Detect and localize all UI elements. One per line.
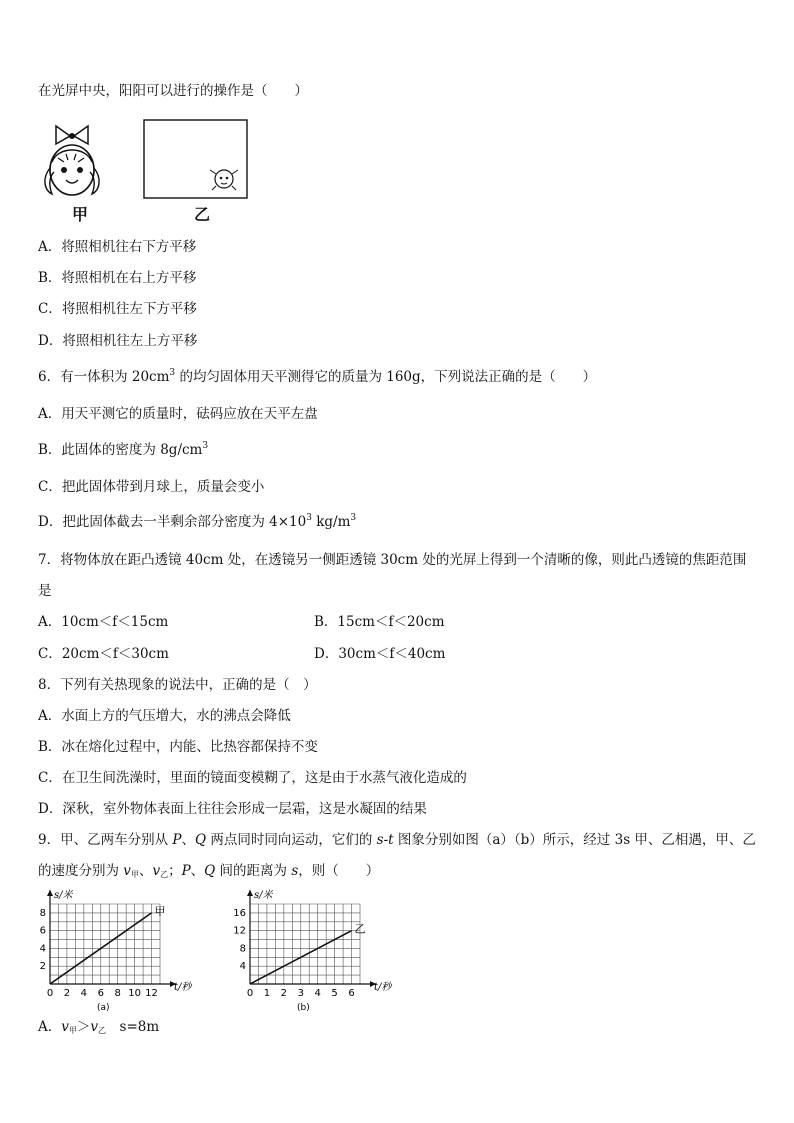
x-axis-label: t/秒	[174, 982, 192, 993]
q6-option-d	[38, 513, 356, 531]
q6-option-b-text: B．此固体的密度为 8g/cm	[38, 442, 203, 458]
y-tick-label: 2	[39, 961, 46, 973]
x-tick-label: 8	[114, 988, 121, 999]
q6-stem-sup: 3	[169, 368, 176, 378]
y-tick-label: 8	[239, 943, 246, 955]
y-axis-label: s/米	[254, 890, 273, 901]
y-tick-label: 4	[239, 961, 246, 973]
chart-caption: (a)	[97, 1003, 110, 1013]
series-label: 甲	[154, 904, 166, 918]
q8-stem: 8．下列有关热现象的说法中，正确的是（ ）	[38, 677, 317, 693]
q9-var: v	[123, 863, 131, 879]
figure-label-yi: 乙	[194, 205, 211, 224]
q9-option-text: s=8m	[106, 1019, 160, 1035]
q6-option-c: C．把此固体带到月球上，质量会变小	[38, 479, 265, 495]
q7-option-a: A．10cm＜f＜15cm	[38, 614, 169, 630]
q6-option-a: A．用天平测它的质量时，砝码应放在天平左盘	[38, 406, 318, 422]
q7-option-b: B．15cm＜f＜20cm	[314, 614, 445, 630]
q9-var: Q	[194, 832, 207, 848]
q9-text: 图象分别如图（a）（b）所示，经过 3s 甲、乙相遇，甲、乙	[393, 832, 756, 848]
q9-text: 、	[181, 832, 195, 848]
question-5-stem-tail: 在光屏中央，阳阳可以进行的操作是（ ）	[38, 83, 308, 99]
q9-text: 的速度分别为	[38, 863, 124, 879]
q7-stem-line1: 7．将物体放在距凸透镜 40cm 处，在透镜另一侧距透镜 30cm 处的光屏上得到一个清晰的像，则此凸透镜的焦距范围	[38, 552, 747, 568]
q6-stem	[38, 368, 596, 386]
q5-option-d: D．将照相机往左上方平移	[38, 333, 198, 349]
q9-sub: 甲	[130, 870, 139, 879]
y-tick-label: 4	[39, 943, 46, 955]
x-tick-label: 6	[348, 988, 355, 999]
y-tick-label: 12	[233, 925, 246, 937]
q9-text: 两点同时同向运动，它们的	[206, 832, 377, 848]
x-tick-label: 2	[63, 988, 71, 999]
y-tick-label: 6	[39, 925, 46, 937]
x-tick-label: 6	[97, 988, 104, 999]
y-axis-label: s/米	[54, 890, 73, 901]
chart-grid	[250, 904, 360, 984]
q9-text: 、	[190, 863, 205, 879]
x-tick-label: 3	[297, 988, 304, 999]
x-tick-label: 10	[128, 988, 141, 999]
q7-stem-line2: 是	[38, 583, 52, 599]
photo-frame	[144, 120, 247, 198]
x-tick-label: 5	[331, 988, 338, 999]
x-tick-label: 1	[263, 988, 271, 999]
q6-option-d-unit: kg/m	[311, 514, 351, 530]
q9-stem-line1	[38, 831, 756, 849]
q9-text: 间的距离为	[215, 863, 292, 879]
y-tick-label: 16	[233, 907, 246, 919]
q9-sub: 乙	[98, 1026, 107, 1035]
q9-text: 9．甲、乙两车分别从	[38, 832, 173, 848]
q9-text: ；	[168, 863, 182, 879]
q9-var: P	[172, 832, 182, 848]
q9-option-text: ＞	[76, 1019, 91, 1035]
chart-a	[30, 886, 210, 1018]
y-axis-arrow	[47, 890, 53, 896]
q9-var: v	[61, 1019, 69, 1035]
q6-stem-part: 的均匀固体用天平测得它的质量为 160g，下列说法正确的是（ ）	[175, 369, 597, 385]
chart-b	[230, 886, 410, 1018]
q5-option-a: A．将照相机往右下方平移	[38, 239, 197, 255]
x-tick-label: 2	[280, 988, 288, 999]
y-axis-arrow	[247, 890, 253, 896]
q8-option-d: D．深秋，室外物体表面上往往会形成一层霜，这是水凝固的结果	[38, 801, 427, 817]
q9-var: s	[291, 863, 299, 879]
q9-var: Q	[204, 863, 216, 879]
q9-text: ，则（ ）	[298, 863, 380, 879]
x-tick-label: 4	[80, 988, 88, 999]
q9-var: v	[90, 1019, 99, 1035]
series-label: 乙	[354, 922, 366, 936]
q9-option-a	[38, 1018, 159, 1036]
x-tick-label: 12	[145, 988, 158, 999]
x-tick-label: 4	[314, 988, 321, 999]
chart-caption: (b)	[297, 1003, 310, 1013]
x-axis-label: t/秒	[374, 982, 392, 993]
q8-option-b: B．冰在熔化过程中，内能、比热容都保持不变	[38, 739, 318, 755]
q8-option-a: A．水面上方的气压增大，水的沸点会降低	[38, 708, 291, 724]
q6-option-d-text: D．把此固体截去一半剩余部分密度为 4×10	[38, 514, 307, 530]
q6-stem-part: 6．有一体积为 20cm	[38, 369, 170, 385]
q9-var: P	[181, 863, 191, 879]
y-tick-label: 8	[39, 907, 46, 919]
q6-option-b-sup: 3	[202, 441, 209, 451]
q5-option-b: B．将照相机在右上方平移	[38, 270, 197, 286]
x-tick-label: 0	[46, 988, 54, 999]
figure-label-jia: 甲	[72, 205, 89, 224]
q8-option-c: C．在卫生间洗澡时，里面的镜面变模糊了，这是由于水蒸气液化造成的	[38, 770, 467, 786]
q9-sub: 甲	[68, 1026, 77, 1035]
q5-option-c: C．将照相机往左下方平移	[38, 301, 197, 317]
q9-var: s-t	[376, 832, 394, 848]
q6-option-d-sup: 3	[350, 513, 357, 523]
q7-option-d: D．30cm＜f＜40cm	[314, 646, 446, 662]
q7-option-c: C．20cm＜f＜30cm	[38, 646, 169, 662]
q9-sub: 乙	[160, 870, 169, 879]
q6-option-d-sup: 3	[306, 513, 312, 523]
q9-stem-line2	[38, 862, 379, 880]
q6-option-b	[38, 441, 208, 459]
q9-var: v	[152, 863, 161, 879]
q9-option-text: A．	[38, 1019, 62, 1035]
q9-text: 、	[138, 863, 153, 879]
girl-face-illustration	[45, 126, 99, 195]
x-tick-label: 0	[246, 988, 254, 999]
